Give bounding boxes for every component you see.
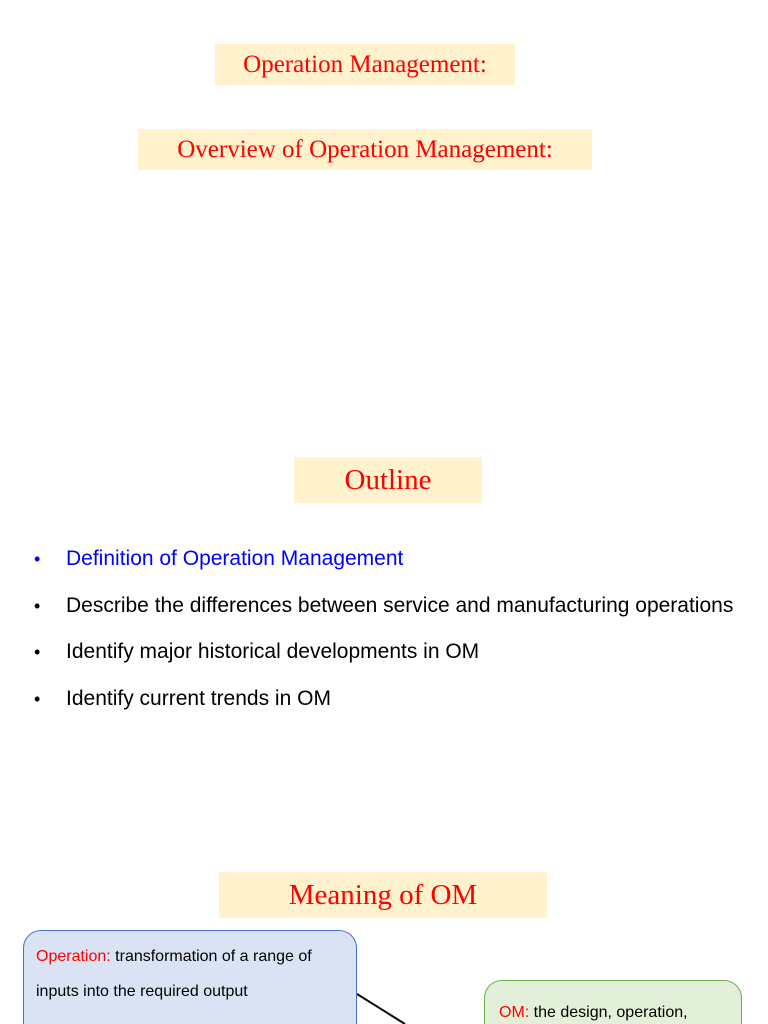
outline-list — [34, 536, 734, 722]
bullet-icon: • — [34, 688, 41, 709]
outline-heading: Outline — [294, 457, 482, 503]
list-item — [34, 629, 734, 676]
overview-heading: Overview of Operation Management: — [138, 129, 592, 170]
meaning-heading: Meaning of OM — [219, 872, 547, 918]
om-definition-text: the design, operation, — [529, 1004, 688, 1021]
operation-term: Operation: — [36, 948, 111, 965]
om-term: OM: — [499, 1004, 530, 1021]
bullet-icon: • — [34, 549, 41, 569]
list-item — [34, 583, 734, 630]
list-item — [34, 676, 734, 723]
list-item-text: Describe the differences between service and manufacturing operations — [66, 593, 734, 617]
operation-definition-box — [23, 930, 357, 1024]
bullet-icon: • — [34, 642, 41, 662]
page-title: Operation Management: — [215, 44, 515, 85]
list-item-text: Identify current trends in OM — [66, 686, 331, 710]
list-item — [34, 536, 734, 583]
om-definition-box — [484, 980, 742, 1024]
operation-definition-text: transformation of a range of inputs into the required output — [36, 948, 312, 1000]
list-item-text: Definition of Operation Management — [66, 547, 404, 570]
bullet-icon: • — [34, 595, 41, 616]
list-item-text: Identify major historical developments in OM — [66, 640, 480, 663]
connector-stroke — [357, 994, 405, 1024]
